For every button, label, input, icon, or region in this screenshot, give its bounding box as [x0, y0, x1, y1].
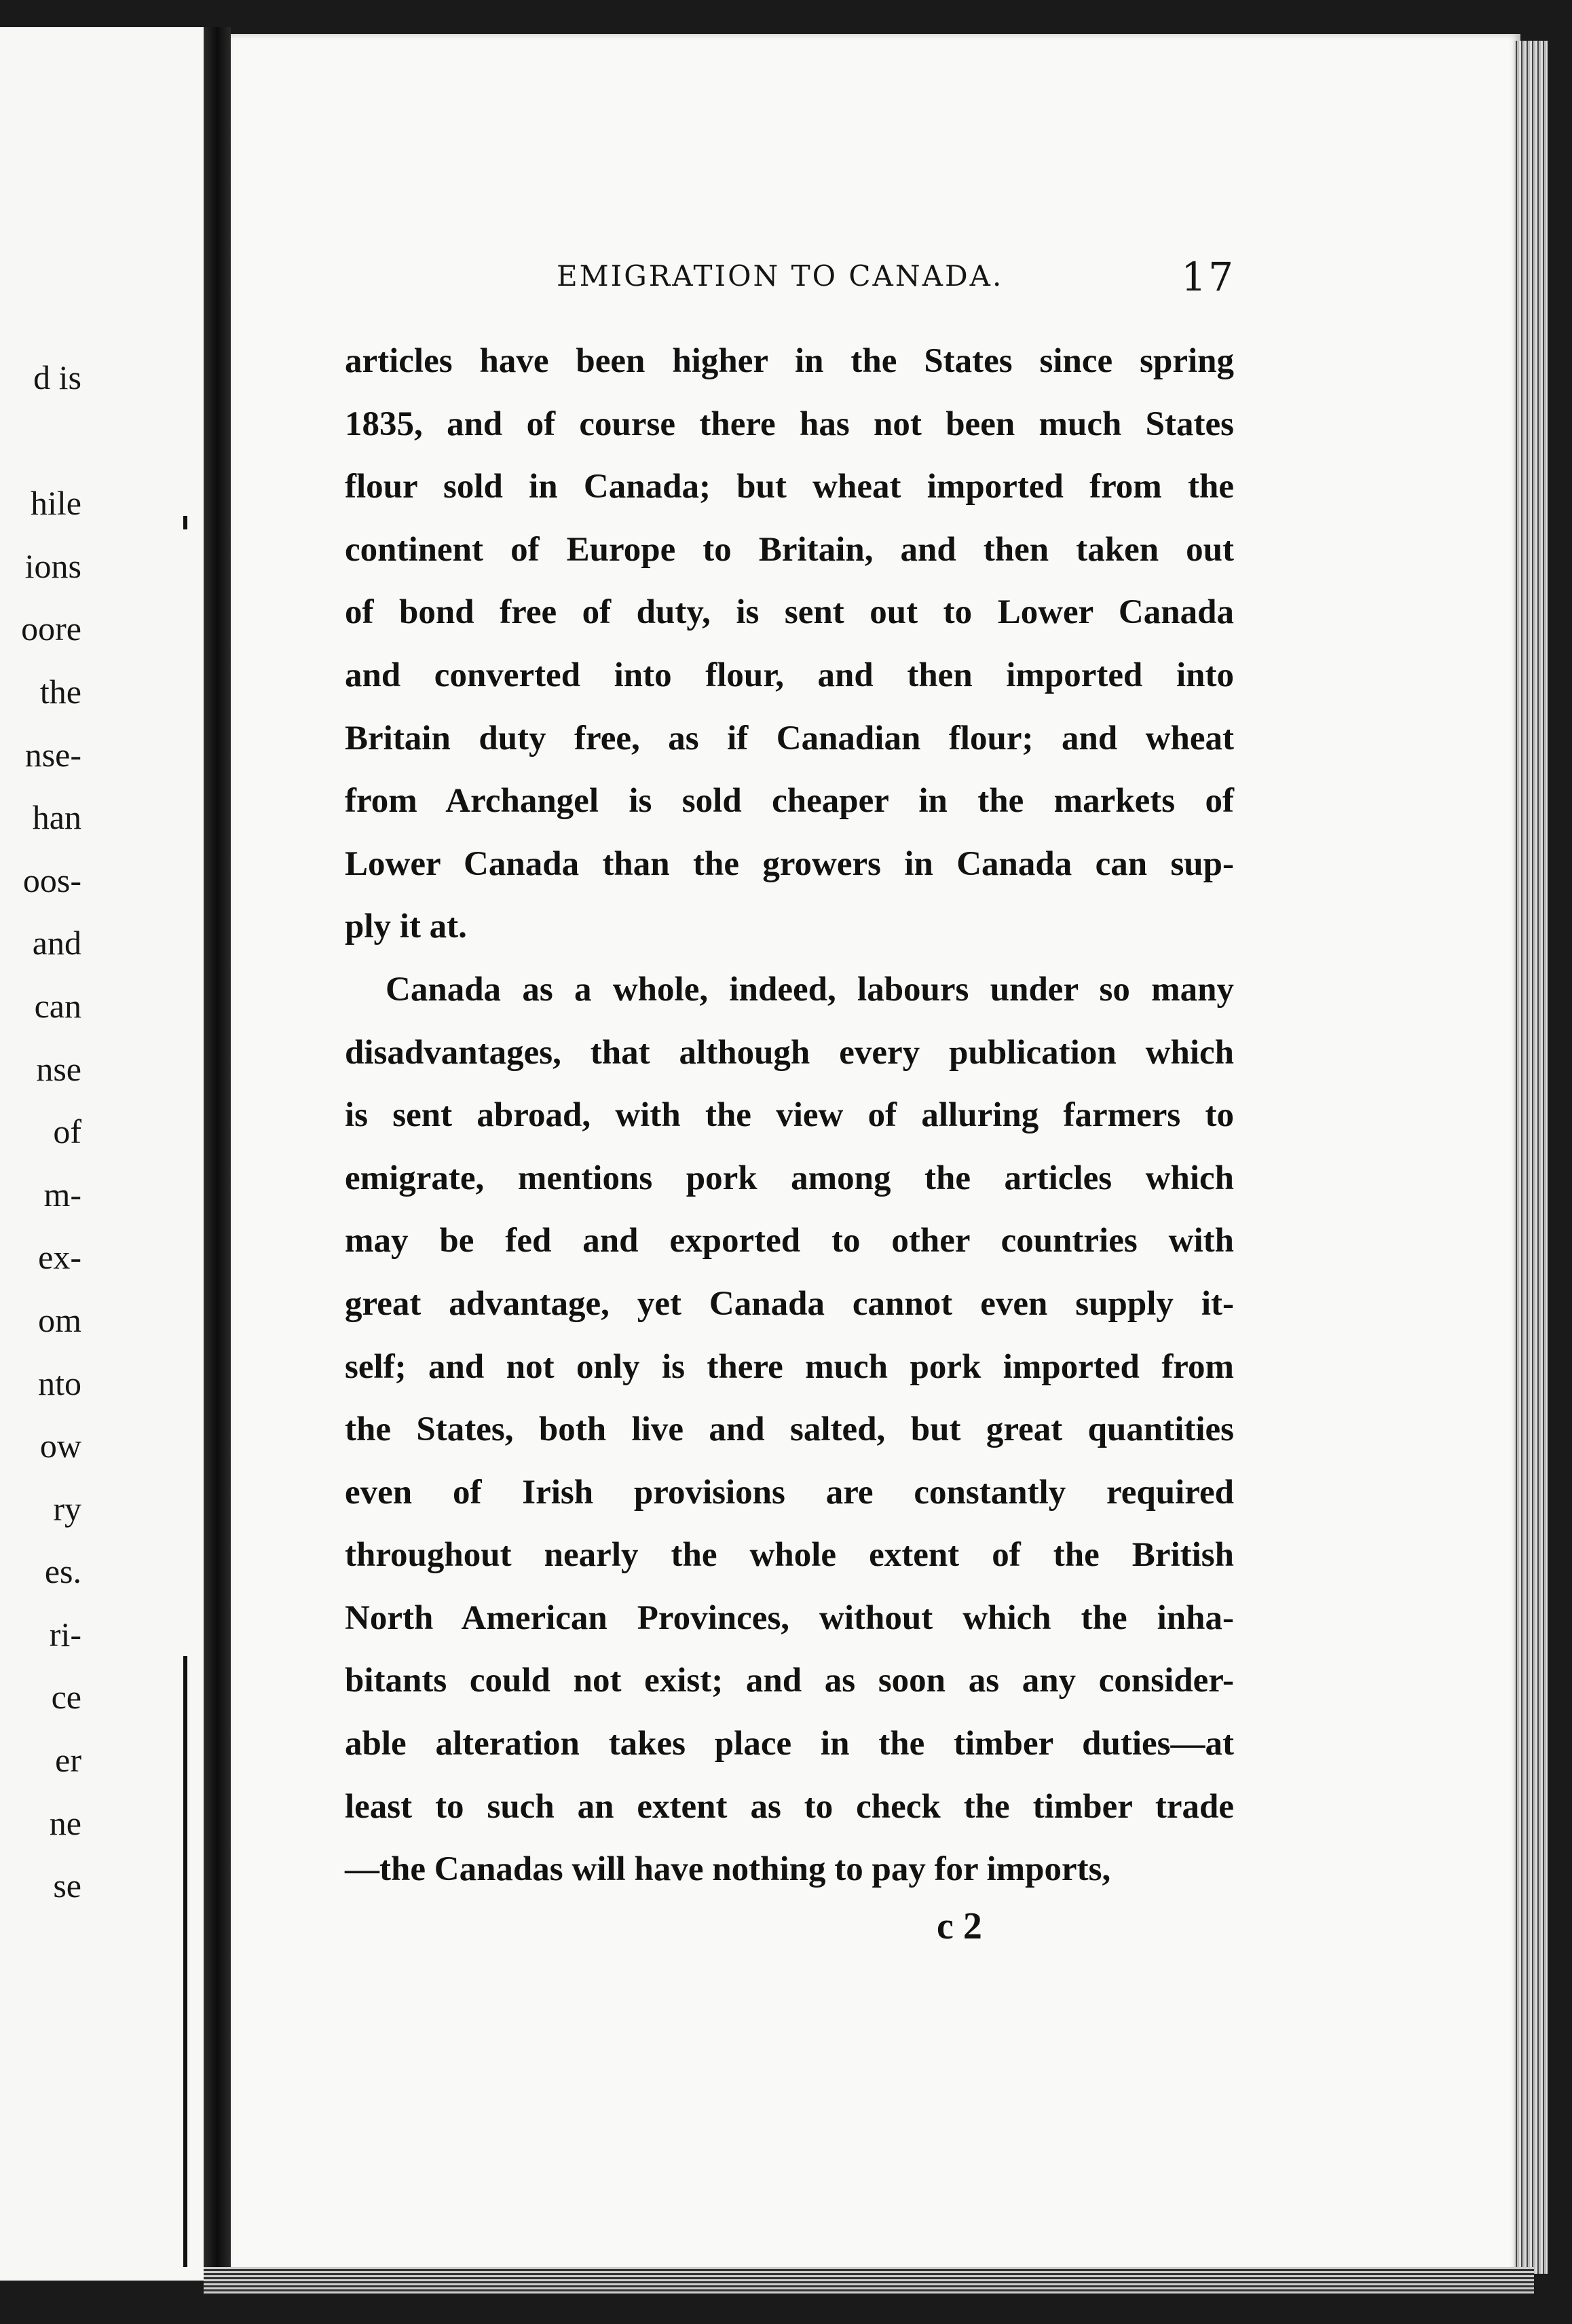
text-line: least to such an extent as to check the timber trade [345, 1787, 1234, 1826]
text-line: 1835, and of course there has not been much States [345, 405, 1234, 443]
paragraph [345, 958, 1234, 1901]
text-line: Canada as a whole, indeed, labours under so many [386, 970, 1234, 1009]
text-line: Lower Canada than the growers in Canada can sup- [345, 844, 1234, 883]
left-fragment-line: ex- [38, 1238, 81, 1277]
left-fragment-line: ri- [49, 1615, 81, 1653]
bottom-edge [204, 2267, 1534, 2294]
text-line: continent of Europe to Britain, and then taken out [345, 530, 1234, 569]
text-line: able alteration takes place in the timber duties—at [345, 1725, 1234, 1763]
page-edge [1514, 41, 1548, 2274]
left-page-text [0, 346, 81, 1917]
margin-rule [183, 1656, 187, 2267]
text-line: self; and not only is there much pork imported from [345, 1347, 1234, 1386]
text-line: emigrate, mentions pork among the articles which [345, 1159, 1234, 1197]
left-fragment-line: nse [36, 1049, 81, 1088]
running-title: EMIGRATION TO CANADA. [557, 259, 1004, 293]
text-line: even of Irish provisions are constantly required [345, 1473, 1234, 1512]
left-fragment-line: er [55, 1741, 81, 1780]
left-page-fragment [0, 27, 204, 2281]
left-fragment-line: se [53, 1867, 81, 1905]
text-line: flour sold in Canada; but wheat imported from the [345, 468, 1234, 506]
left-fragment-line: d is [33, 358, 81, 396]
text-line: may be fed and exported to other countries with [345, 1222, 1234, 1260]
left-fragment-line: han [32, 798, 81, 837]
page-header [557, 254, 1235, 314]
text-line: is sent abroad, with the view of alluring farmers to [345, 1096, 1234, 1135]
left-fragment-line: the [39, 672, 81, 711]
text-line: from Archangel is sold cheaper in the markets of [345, 782, 1234, 821]
text-line: Britain duty free, as if Canadian flour; and wheat [345, 719, 1234, 757]
text-line: great advantage, yet Canada cannot even supply it- [345, 1284, 1234, 1323]
text-line: North American Provinces, without which the inha- [345, 1598, 1234, 1637]
text-line: throughout nearly the whole extent of the British [345, 1536, 1234, 1575]
left-fragment-line: ry [53, 1489, 81, 1528]
left-fragment-line [0, 409, 81, 472]
left-fragment-line: can [34, 986, 81, 1025]
body-text [345, 330, 1234, 1901]
left-fragment-line: ions [24, 546, 81, 585]
page-number: 17 [1181, 254, 1235, 300]
text-line: bitants could not exist; and as soon as any consider- [345, 1662, 1234, 1700]
text-line: the States, both live and salted, but great quantities [345, 1410, 1234, 1449]
left-fragment-line: ne [49, 1803, 81, 1842]
left-fragment-line: hile [31, 484, 81, 523]
text-line: and converted into flour, and then imported into [345, 656, 1234, 694]
margin-mark [183, 516, 187, 529]
left-fragment-line: nse- [24, 735, 81, 774]
text-line: —the Canadas will have nothing to pay for imports, [345, 1850, 1111, 1889]
left-fragment-line: om [38, 1300, 81, 1339]
book-gutter [204, 27, 231, 2281]
signature-mark: c 2 [937, 1905, 982, 1947]
text-line: disadvantages, that although every publication which [345, 1033, 1234, 1072]
text-line: articles have been higher in the States since spring [345, 342, 1234, 380]
left-fragment-line: and [32, 924, 81, 962]
left-fragment-line: oore [21, 610, 81, 648]
left-fragment-line: oos- [22, 861, 81, 899]
left-fragment-line: nto [38, 1364, 81, 1402]
paragraph [345, 330, 1234, 958]
left-fragment-line: ow [39, 1427, 81, 1465]
left-fragment-line: es. [44, 1552, 81, 1591]
text-line: of bond free of duty, is sent out to Lower Canada [345, 593, 1234, 632]
text-line: ply it at. [345, 907, 467, 946]
left-fragment-line: m- [43, 1175, 81, 1214]
left-fragment-line: of [53, 1112, 81, 1151]
left-fragment-line: ce [51, 1678, 81, 1717]
